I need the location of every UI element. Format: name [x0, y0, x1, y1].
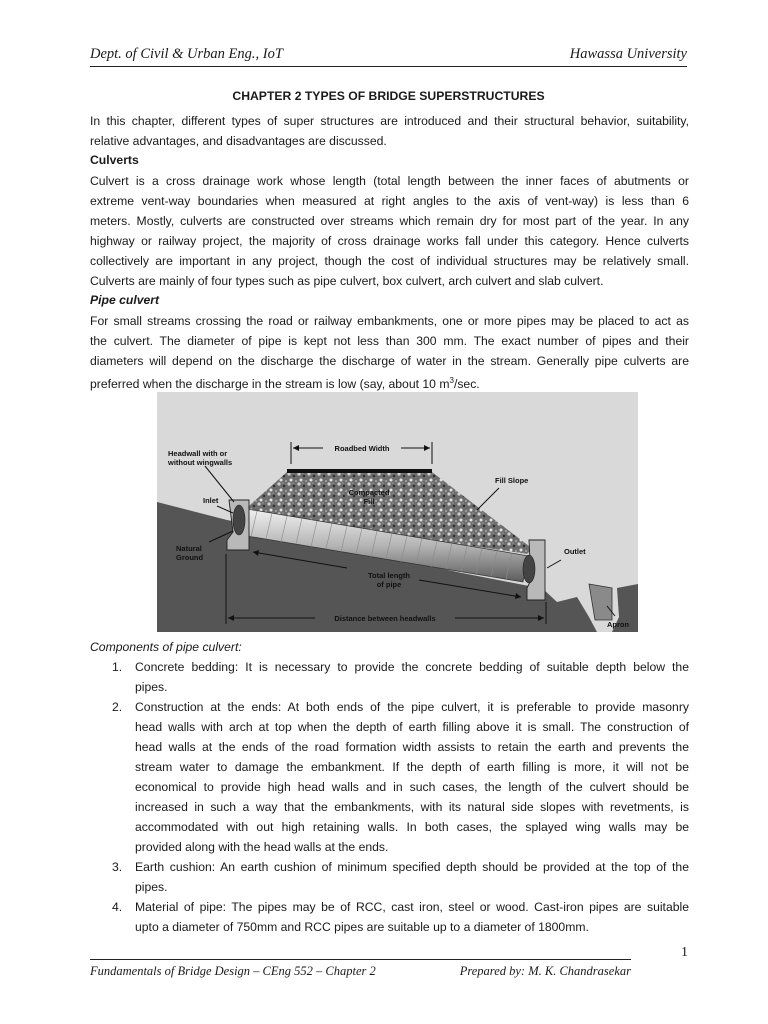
text-line: head walls at the ends of the road formation width assists to retain the earth and prevents the [135, 740, 689, 754]
text-line: increased in such a way that the embankments, with its natural side slopes with revetments, is [135, 800, 689, 814]
text-line: accommodated with out high retaining walls. In both cases, the splayed wing walls may be [135, 820, 689, 834]
label-fill: Fill [363, 497, 375, 506]
label-outlet: Outlet [564, 547, 586, 556]
list-number: 1. [112, 660, 123, 674]
text-line: highway or railway project, the majority of cross drainage works fall under this category. Hence culverts [90, 234, 689, 248]
list-item [112, 697, 689, 857]
footer-divider [90, 959, 631, 960]
page-number: 1 [681, 945, 688, 960]
text-line: the culvert. The diameter of pipe is kept not less than 300 mm. The exact number of pipes and their [90, 334, 689, 348]
list-item [112, 897, 689, 937]
header-university: Hawassa University [569, 46, 687, 62]
text-line: Construction at the ends: At both ends of the pipe culvert, it is preferable to provide masonry [135, 700, 689, 714]
label-headwall: Headwall with or [168, 449, 228, 458]
text-fragment: /sec. [453, 377, 480, 392]
text-fragment: preferred when the discharge in the stream is low (say, about 10 m [90, 377, 450, 392]
text-line: In this chapter, different types of super structures are introduced and their structural behavior, suitability, [90, 114, 689, 128]
label-ground: Ground [176, 553, 204, 562]
text-line: Concrete bedding: It is necessary to provide the concrete bedding of suitable depth below the [135, 660, 689, 674]
list-item [112, 857, 689, 897]
label-of-pipe: of pipe [376, 580, 402, 589]
page-footer [90, 964, 631, 979]
header-department: Dept. of Civil & Urban Eng., IoT [90, 46, 283, 62]
intro-paragraph [90, 111, 689, 151]
components-heading: Components of pipe culvert: [90, 640, 242, 654]
list-item [112, 657, 689, 697]
label-distance-between-headwalls: Distance between headwalls [334, 614, 436, 623]
text-line: pipes. [135, 880, 168, 894]
label-compacted: Compacted [348, 488, 390, 497]
list-number: 2. [112, 700, 123, 714]
text-line: upto a diameter of 750mm and RCC pipes are suitable up to a diameter of 1800mm. [135, 920, 589, 934]
pipe-inlet-mouth [233, 505, 245, 535]
text-line [90, 371, 689, 394]
text-line: head walls with arch at top when the depth of earth filling above it is small. The construction of [135, 720, 689, 734]
text-line: Culverts are mainly of four types such as pipe culvert, box culvert, arch culvert and slab culvert. [90, 274, 604, 288]
label-inlet: Inlet [203, 496, 219, 505]
label-natural: Natural [176, 544, 202, 553]
text-line: economical to provide high head walls and in such cases, the length of the culvert should be [135, 780, 689, 794]
text-line: Earth cushion: An earth cushion of minimum specified depth should be provided at the top of the [135, 860, 689, 874]
text-line: Material of pipe: The pipes may be of RCC, cast iron, steel or wood. Cast-iron pipes are suitable [135, 900, 689, 914]
text-line: extreme vent-way boundaries when measured at right angles to the axis of vent-way) is less than 6 [90, 194, 689, 208]
text-line: meters. Mostly, culverts are constructed over streams which remain dry for most part of the year. In any [90, 214, 689, 228]
page-header [90, 46, 687, 67]
text-line: Culvert is a cross drainage work whose length (total length between the inner faces of abutments or [90, 174, 689, 188]
label-headwall-line2: without wingwalls [168, 458, 233, 467]
label-roadbed-width: Roadbed Width [334, 444, 390, 453]
components-list [112, 657, 689, 937]
text-line: relative advantages, and disadvantages are discussed. [90, 134, 387, 148]
text-line: stream water to damage the embankment. If the depth of earth filling is more, it will not be [135, 760, 689, 774]
culverts-heading: Culverts [90, 153, 139, 167]
list-number: 4. [112, 900, 123, 914]
text-line: provided along with the head walls at the ends. [135, 840, 389, 854]
text-line: diameters will depend on the discharge the discharge of water in the stream. Generally pipe culverts are [90, 354, 689, 368]
culverts-paragraph [90, 171, 689, 291]
pipe-culvert-heading: Pipe culvert [90, 293, 160, 307]
label-apron: Apron [607, 620, 630, 629]
label-fill-slope: Fill Slope [495, 476, 529, 485]
pipe-outlet-mouth [523, 555, 535, 583]
roadbed [287, 469, 432, 473]
text-line: collectively are important in any project, though the cost of individual structures may be relatively small. [90, 254, 689, 268]
superscript: 3 [449, 376, 454, 385]
footer-course: Fundamentals of Bridge Design – CEng 552 – Chapter 2 [90, 964, 376, 978]
label-total-length: Total length [368, 571, 410, 580]
footer-author: Prepared by: M. K. Chandrasekar [459, 964, 631, 978]
text-line: pipes. [135, 680, 168, 694]
chapter-title: CHAPTER 2 TYPES OF BRIDGE SUPERSTRUCTURES [232, 89, 545, 103]
pipe-culvert-paragraph [90, 311, 689, 394]
text-line: For small streams crossing the road or railway embankments, one or more pipes may be placed to act as [90, 314, 689, 328]
pipe-culvert-figure [157, 392, 638, 632]
list-number: 3. [112, 860, 123, 874]
